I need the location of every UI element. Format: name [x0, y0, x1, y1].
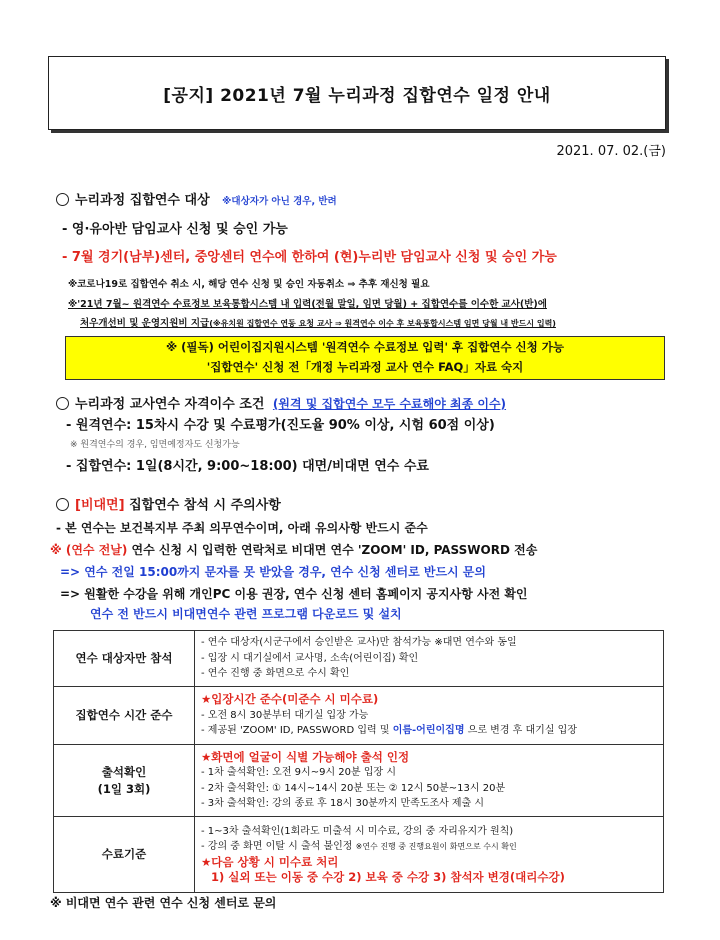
rules-table: [53, 630, 664, 893]
section1-note2b: 처우개선비 및 운영지원비 지급(※유치원 집합연수 연동 요청 교사 ⇒ 원격연수 이수 후 보육통합시스템 임면 당월 내 반드시 입력): [80, 318, 556, 329]
title-box: [48, 56, 666, 130]
row-content: ★입장시간 준수(미준수 시 미수료) - 오전 8시 30분부터 대기실 입장 가능 - 제공된 'ZOOM' ID, PASSWORD 입력 및 이름-어린이집명 으로 변경 후 대기실 입장: [195, 687, 664, 745]
table-row: [54, 745, 664, 817]
section3-heading: [비대면] 집합연수 참석 시 주의사항: [56, 494, 281, 513]
section2-note1: ※ 원격연수의 경우, 임면예정자도 신청가능: [70, 440, 240, 450]
section3-arrow1: => 연수 전일 15:00까지 문자를 못 받았을 경우, 연수 신청 센터로 반드시 문의: [60, 565, 486, 579]
section1-item2: - 7월 경기(남부)센터, 중앙센터 연수에 한하여 (현)누리반 담임교사 신청 및 승인 가능: [62, 250, 557, 265]
row-header: 연수 대상자만 참석: [54, 631, 195, 687]
table-row: [54, 631, 664, 687]
table-row: [54, 817, 664, 893]
section3-heading-tag: [비대면]: [75, 498, 125, 513]
section3-arrow2: => 원활한 수강을 위해 개인PC 이용 권장, 연수 신청 센터 홈페이지 공지사항 사전 확인: [60, 587, 528, 601]
section2-item2: - 집합연수: 1일(8시간, 9:00~18:00) 대면/비대면 연수 수료: [66, 459, 429, 474]
notice-date: 2021. 07. 02.(금): [556, 144, 666, 159]
section3-arrow2b: 연수 전 반드시 비대면연수 관련 프로그램 다운로드 및 설치: [90, 607, 402, 621]
circle-bullet-icon: [56, 498, 69, 511]
row-header: 집합연수 시간 준수: [54, 687, 195, 745]
section2-item1: - 원격연수: 15차시 수강 및 수료평가(진도율 90% 이상, 시험 60점 이상): [66, 418, 495, 433]
table-row: [54, 687, 664, 745]
row-content: - 연수 대상자(시군구에서 승인받은 교사)만 참석가능 ※대면 연수와 동일 - 입장 시 대기실에서 교사명, 소속(어린이집) 확인 - 연수 진행 중 화면으로 수시 확인: [195, 631, 664, 687]
section1-heading-note: ※대상자가 아닌 경우, 반려: [222, 196, 337, 207]
section3-item1: - 본 연수는 보건복지부 주최 의무연수이며, 아래 유의사항 반드시 준수: [56, 521, 428, 535]
section1-item1: - 영·유아반 담임교사 신청 및 승인 가능: [62, 222, 288, 237]
required-notice-box: [65, 336, 665, 380]
section3-item2: ※ (연수 전날) 연수 신청 시 입력한 연락처로 비대면 연수 'ZOOM' ID, PASSWORD 전송: [50, 543, 538, 557]
row-content: ★화면에 얼굴이 식별 가능해야 출석 인정 - 1차 출석확인: 오전 9시~9시 20분 입장 시 - 2차 출석확인: ① 14시~14시 20분 또는 ② 12시 50분~13시 20분 - 3차 출석확인: 강의 종료 후 18시 30분까지 만족도조사 제출 시: [195, 745, 664, 817]
page-title: [공지] 2021년 7월 누리과정 집합연수 일정 안내: [163, 85, 551, 106]
row-header: 수료기준: [54, 817, 195, 893]
section2-heading: 누리과정 교사연수 자격이수 조건 (원격 및 집합연수 모두 수료해야 최종 이수): [56, 393, 506, 412]
row-content: - 1~3차 출석확인(1회라도 미출석 시 미수료, 강의 중 자리유지가 원칙) - 강의 중 화면 이탈 시 출석 불인정 ※연수 진행 중 진행요원이 화면으로 수시 확인 ★다음 상황 시 미수료 처리 1) 실외 또는 이동 중 수강 2) 보육 중 수강 3) 참석자 변경(대리수강): [195, 817, 664, 893]
circle-bullet-icon: [56, 193, 69, 206]
section1-note1: ※코로나19로 집합연수 취소 시, 해당 연수 신청 및 승인 자동취소 ⇒ 추후 재신청 필요: [68, 279, 430, 290]
circle-bullet-icon: [56, 397, 69, 410]
notice-line1: ※ (필독) 어린이집지원시스템 '원격연수 수료정보 입력' 후 집합연수 신청 가능: [165, 340, 565, 354]
notice-line2: '집합연수' 신청 전「개정 누리과정 교사 연수 FAQ」자료 숙지: [206, 360, 524, 374]
section1-note2a: ※'21년 7월~ 원격연수 수료정보 보육통합시스템 내 입력(전월 말일, 임면 당월) + 집합연수를 이수한 교사(반)에: [68, 299, 547, 310]
section1-heading: 누리과정 집합연수 대상 ※대상자가 아닌 경우, 반려: [56, 189, 337, 208]
row-header: 출석확인 (1일 3회): [54, 745, 195, 817]
footer-note: ※ 비대면 연수 관련 연수 신청 센터로 문의: [50, 896, 277, 910]
section2-heading-note: (원격 및 집합연수 모두 수료해야 최종 이수): [272, 397, 507, 411]
